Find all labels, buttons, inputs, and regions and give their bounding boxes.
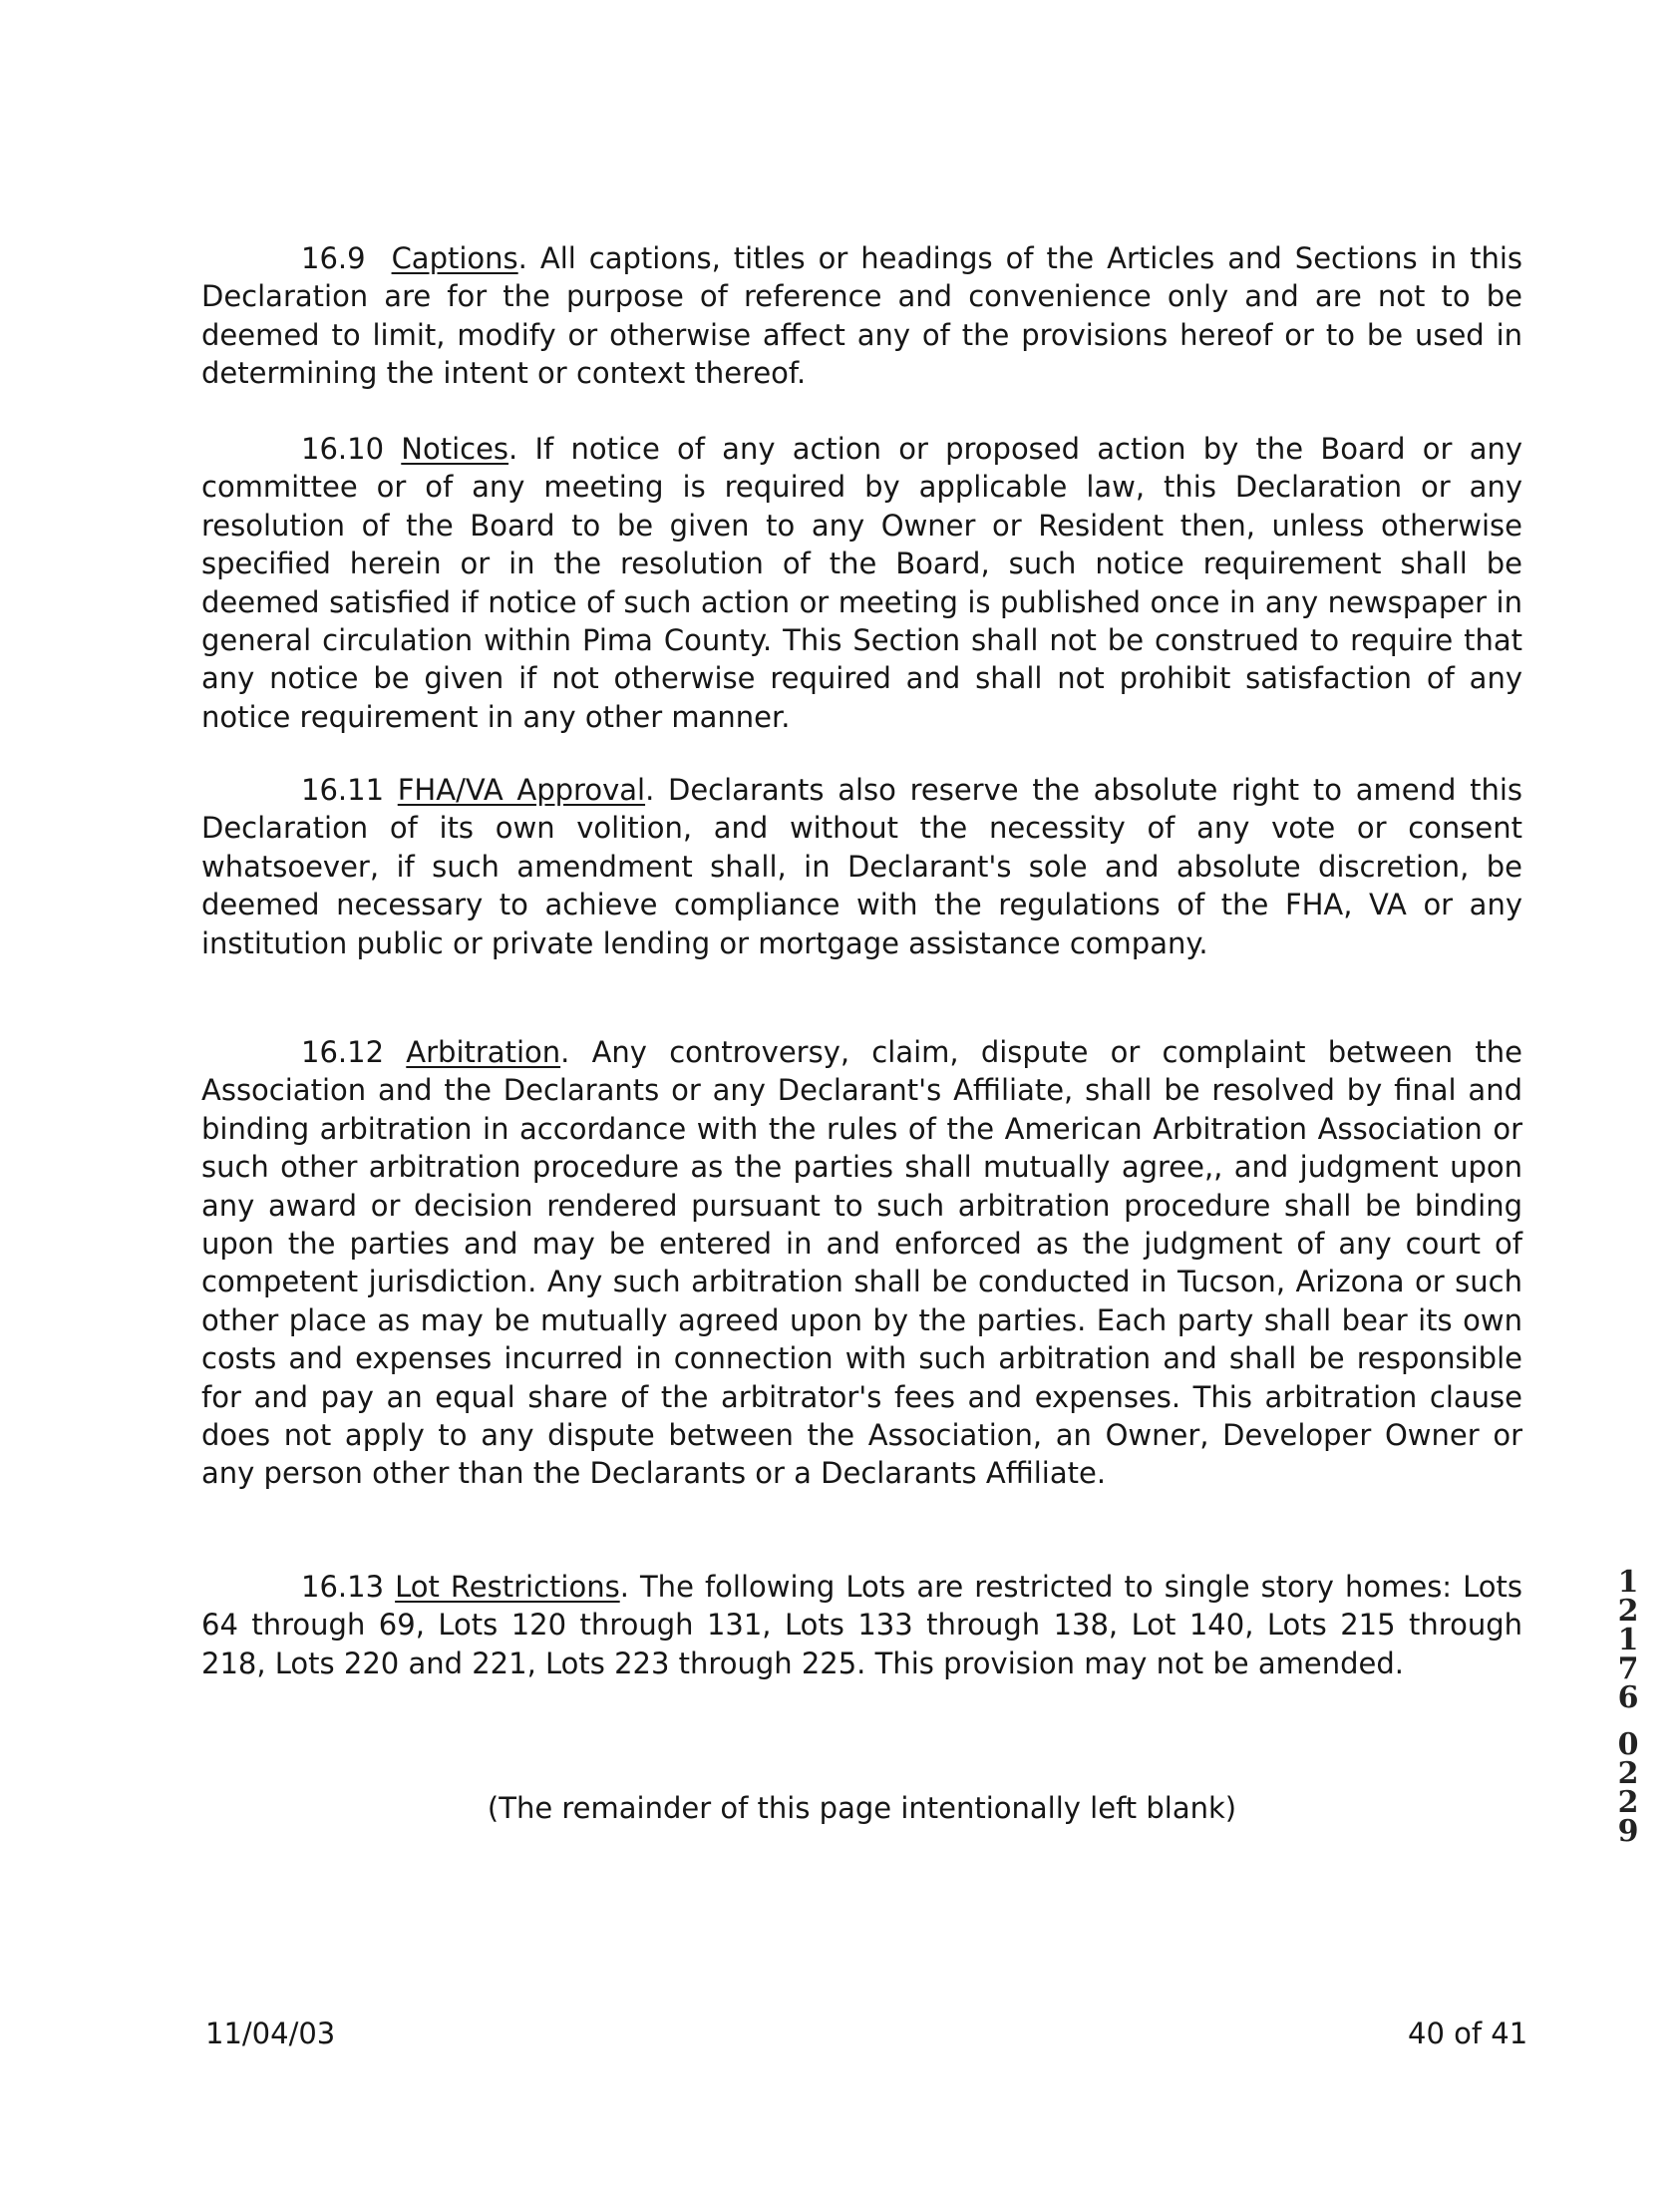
footer-page-number: 40 of 41: [1408, 2016, 1528, 2050]
section-16-12: [201, 1033, 1522, 1493]
stamp-digit: 0: [1617, 1727, 1639, 1762]
section-16-10: [201, 430, 1522, 736]
stamp-digit: 9: [1617, 1814, 1639, 1849]
section-16-13: [201, 1568, 1522, 1682]
recording-stamp: [1613, 1565, 1643, 1849]
stamp-digit: 2: [1617, 1785, 1639, 1820]
section-caption: Notices: [401, 432, 509, 466]
stamp-digit: 2: [1617, 1594, 1639, 1629]
section-body: . Any controversy, claim, dispute or complaint between the Association and the Declarants or any Declarant's Affiliate, shall be resolved by final and binding arbitration in accordance with the rules of the American Arbitration Association or such other arbitration procedure as the parties shall mutually agree,, and judgment upon any award or decision rendered pursuant to such arbitration procedure shall be binding upon the parties and may be entered in and enforced as the judgment of any court of competent jurisdiction. Any such arbitration shall be conducted in Tucson, Arizona or such other place as may be mutually agreed upon by the parties. Each party shall bear its own costs and expenses incurred in connection with such arbitration and shall be responsible for and pay an equal share of the arbitrator's fees and expenses. This arbitration clause does not apply to any dispute between the Association, an Owner, Developer Owner or any person other than the Declarants or a Declarants Affiliate.: [201, 1035, 1523, 1491]
footer-date: 11/04/03: [205, 2016, 336, 2050]
section-body: . The following Lots are restricted to single story homes: Lots 64 through 69, Lots 120 through 131, Lots 133 through 138, Lot 140, Lots 215 through 218, Lots 220 and 221, Lots 223 through 225. This provision may not be amended.: [201, 1570, 1523, 1680]
section-caption: Arbitration: [406, 1035, 561, 1069]
section-number: 16.12: [301, 1035, 385, 1069]
blank-page-notice: (The remainder of this page intentionally left blank): [487, 1791, 1237, 1825]
stamp-digit: 7: [1617, 1651, 1639, 1686]
section-number: 16.13: [301, 1570, 385, 1604]
section-body: . If notice of any action or proposed action by the Board or any committee or of any meeting is required by applicable law, this Declaration or any resolution of the Board to be given to any Owner or Resident then, unless otherwise specified herein or in the resolution of the Board, such notice requirement shall be deemed satisfied if notice of such action or meeting is published once in any newspaper in general circulation within Pima County. This Section shall not be construed to require that any notice be given if not otherwise required and shall not prohibit satisfaction of any notice requirement in any other manner.: [201, 432, 1523, 734]
section-16-9: [201, 239, 1522, 393]
section-16-11: [201, 771, 1522, 962]
stamp-digit: 1: [1617, 1565, 1639, 1600]
section-caption: Lot Restrictions: [395, 1570, 620, 1604]
section-number: 16.9: [301, 241, 366, 275]
section-body: . Declarants also reserve the absolute right to amend this Declaration of its own volition, and without the necessity of any vote or consent whatsoever, if such amendment shall, in Declarant's sole and absolute discretion, be deemed necessary to achieve compliance with the regulations of the FHA, VA or any institution public or private lending or mortgage assistance company.: [201, 773, 1522, 960]
section-body: . All captions, titles or headings of the Articles and Sections in this Declaration are for the purpose of reference and convenience only and are not to be deemed to limit, modify or otherwise affect any of the provisions hereof or to be used in determining the intent or context thereof.: [201, 241, 1522, 391]
section-caption: Captions: [391, 241, 518, 275]
section-caption: FHA/VA Approval: [397, 773, 646, 807]
section-number: 16.11: [301, 773, 385, 807]
stamp-digit: 6: [1617, 1680, 1639, 1715]
section-number: 16.10: [301, 432, 385, 466]
stamp-digit: 2: [1617, 1756, 1639, 1791]
stamp-digit: 1: [1617, 1623, 1639, 1657]
